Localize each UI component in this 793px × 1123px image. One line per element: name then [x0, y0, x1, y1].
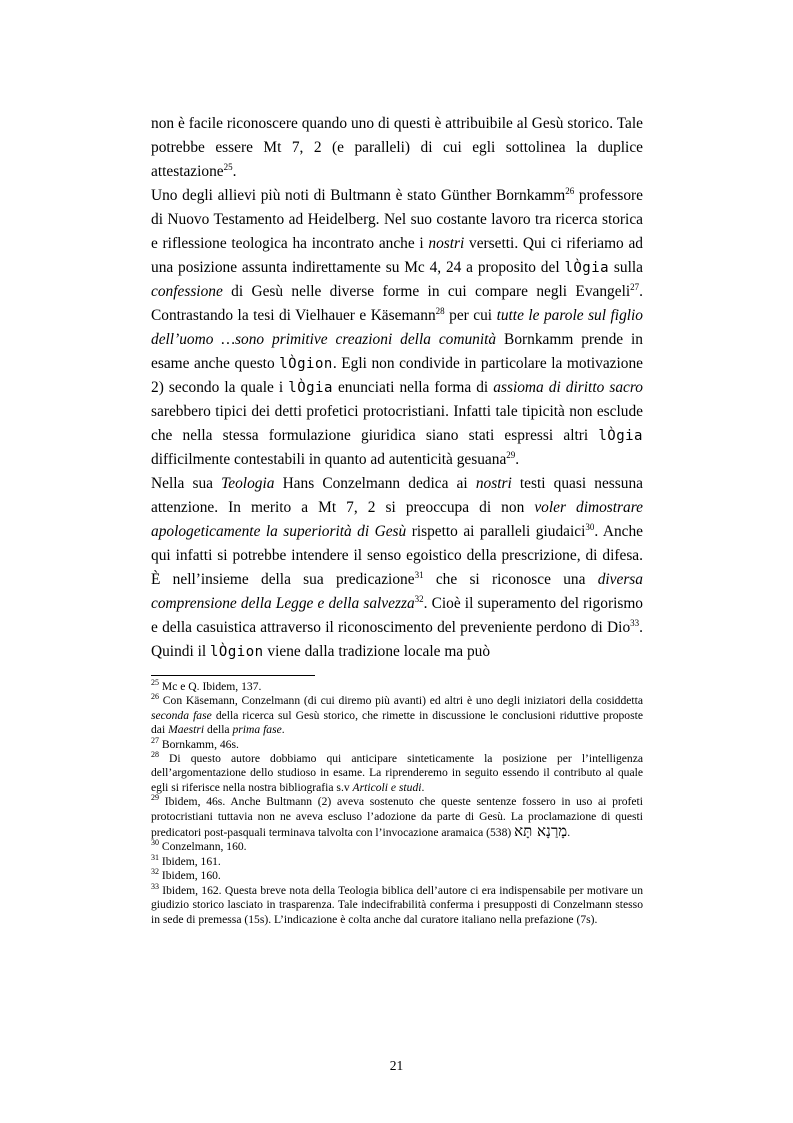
text-run: sarebbero tipici dei detti profetici protocristiani. Infatti tale tipicità non esclude che nella stessa formulazione giuridica siano stati espressi altri: [151, 403, 643, 444]
text-run: Mc e Q. Ibidem, 137.: [159, 680, 262, 693]
text-run: nostri: [428, 235, 465, 252]
text-run: nostri: [475, 475, 512, 492]
footnote-ref: 31: [151, 853, 159, 863]
text-run: .: [281, 723, 285, 737]
text-run: Teologia: [221, 475, 275, 492]
text-run: . Egli non condivide in particolare la motivazione 2) secondo la quale i: [151, 355, 643, 396]
paragraph: [151, 184, 643, 472]
text-run: Articoli e studi: [352, 780, 422, 794]
text-run: Bornkamm prende in esame anche questo: [151, 331, 643, 372]
text-run: sulla: [609, 259, 643, 276]
text-run: assioma di diritto sacro: [493, 379, 643, 396]
text-run: confessione: [151, 283, 223, 300]
text-run: non è facile riconoscere quando uno di questi è attribuibile al Gesù storico. Tale potrebbe essere Mt 7, 2 (e paralleli) di cui egli sottolinea la duplice attestazione: [151, 115, 643, 180]
text-run: Nella sua: [151, 475, 222, 492]
text-run: Ibidem, 46s. Anche Bultmann (2) aveva sostenuto che queste sentenze fossero in uso ai profeti protocristiani tuttavia non ne aveva escluso l’adozione da parte di Gesù. La proclamazione di questi predicatori post-pasquali terminava talvolta con l’invocazione aramaica: [151, 795, 643, 840]
footnote: [151, 881, 643, 927]
text-run: Con Käsemann, Conzelmann (di cui diremo più avanti) ed altri è uno degli iniziatori della cosiddetta: [159, 694, 643, 708]
footnote: [151, 840, 643, 854]
footnote-ref: 25: [223, 161, 233, 172]
text-run: tutte le parole sul figlio dell’uomo …sono primitive creazioni della comunità: [151, 307, 644, 348]
footnote: [151, 795, 643, 840]
footnote: [151, 680, 643, 694]
footnote-ref: 33: [630, 617, 640, 628]
text-run: Bornkamm, 46s.: [159, 737, 239, 751]
text-run: Maestri: [168, 723, 205, 737]
text-run: . Cioè il superamento del rigorismo e della casuistica attraverso il riconoscimento del preveniente perdono di Dio: [151, 595, 644, 636]
text-run: .: [232, 163, 237, 180]
text-run: che si riconosce una: [423, 571, 598, 588]
text-run: . Quindi il: [151, 619, 643, 660]
footnote-ref: 26: [151, 692, 159, 702]
text-run: testi quasi nessuna attenzione. In merito a Mt 7, 2 si preoccupa di non: [151, 475, 644, 516]
footnote-ref: 28: [151, 750, 159, 760]
footnote-ref: 26: [565, 185, 575, 196]
text-run: מָרַנָא תָּא: [514, 822, 568, 841]
text-run: voler dimostrare apologeticamente la superiorità di Gesù: [151, 499, 643, 540]
footnote-separator: [151, 675, 315, 676]
text-run: rispetto ai paralleli giudaici: [406, 523, 586, 540]
footnotes: [151, 680, 643, 927]
text-run: Uno degli allievi più noti di Bultmann è stato Günther Bornkamm: [151, 187, 566, 204]
text-run: professore di Nuovo Testamento ad Heidelberg. Nel suo costante lavoro tra ricerca storica e riflessione teologica ha incontrato anche i: [151, 187, 643, 252]
text-run: di Gesù nelle diverse forme in cui compare negli Evangeli: [222, 283, 631, 300]
text-run: viene dalla tradizione locale ma può: [263, 643, 491, 660]
text-run: difficilmente contestabili in quanto ad autenticità gesuana: [151, 451, 507, 468]
text-run: Ibidem, 162. Questa breve nota della Teologia biblica dell’autore ci era indispensabile per motivare un giudizio storico lasciato in trasparenza. Tale indecifrabilità conferma i presupposti di Conzelmann stesso in sede di premessa (15s). L’indicazione è colta anche dal curatore italiano nella prefazione (7s).: [151, 883, 643, 926]
text-run: . Anche qui infatti si potrebbe intendere il senso egoistico della prescrizione, di difesa. È nell’insieme della sua predicazione: [151, 523, 644, 588]
text-run: .: [421, 780, 425, 794]
main-text: [151, 112, 643, 664]
text-run: . Contrastando la tesi di Vielhauer e Käsemann: [151, 283, 643, 324]
footnote: [151, 735, 643, 752]
text-run: seconda fase: [151, 708, 212, 722]
text-run: lÒgia: [598, 428, 643, 444]
footnote-ref: 33: [151, 881, 159, 891]
footnote: [151, 752, 643, 795]
footnote: [151, 694, 643, 737]
text-run: lÒgia: [564, 260, 610, 276]
footnote: [151, 869, 643, 883]
text-run: lÒgion: [279, 356, 333, 372]
text-run: Conzelmann, 160.: [159, 840, 247, 854]
text-run: enunciati nella forma di: [332, 379, 494, 396]
text-run: Hans Conzelmann dedica ai: [274, 475, 476, 492]
footnote-ref: 27: [630, 281, 640, 292]
footnote-ref: 32: [414, 593, 424, 604]
text-run: lÒgia: [288, 380, 333, 396]
footnote-ref: 31: [414, 569, 424, 580]
footnote-ref: 29: [506, 449, 516, 460]
text-run: della: [204, 723, 233, 737]
text-run: versetti. Qui ci riferiamo ad una posizione assunta indirettamente su Mc 4, 24 a proposito del: [151, 235, 643, 276]
footnote-ref: 27: [151, 735, 159, 745]
text-run: Di questo autore dobbiamo qui anticipare sinteticamente la posizione per l’intelligenza dell’argomentazione dello studioso in esame. La riprenderemo in seguito essendo il contributo al quale egli si riferisce nella nostra bibliografia s.v: [151, 752, 643, 794]
footnote-ref: 30: [585, 521, 595, 532]
footnote: [151, 855, 643, 869]
page-number: 21: [389, 1058, 404, 1073]
text-run: prima fase: [232, 723, 282, 737]
paragraph: [151, 472, 643, 664]
text-run: per cui: [444, 307, 497, 324]
text-run: Ibidem, 161.: [159, 854, 221, 868]
footnote-ref: 29: [151, 793, 159, 803]
text-run: diversa comprensione della Legge e della salvezza: [151, 571, 643, 612]
page-body: [151, 112, 643, 927]
text-run: .: [515, 451, 520, 468]
footnote-ref: 25: [151, 678, 159, 688]
paragraph: [151, 112, 643, 184]
text-run: lÒgion: [210, 644, 264, 660]
text-run: della ricerca sul Gesù storico, che rimette in discussione le conclusioni riduttive proposte dai: [151, 708, 643, 737]
text-run: Ibidem, 160.: [159, 869, 221, 883]
footnote-ref: 28: [435, 305, 445, 316]
footnote-ref: 30: [151, 838, 159, 848]
footnote-ref: 32: [151, 867, 159, 877]
text-run: (538).: [486, 826, 571, 840]
